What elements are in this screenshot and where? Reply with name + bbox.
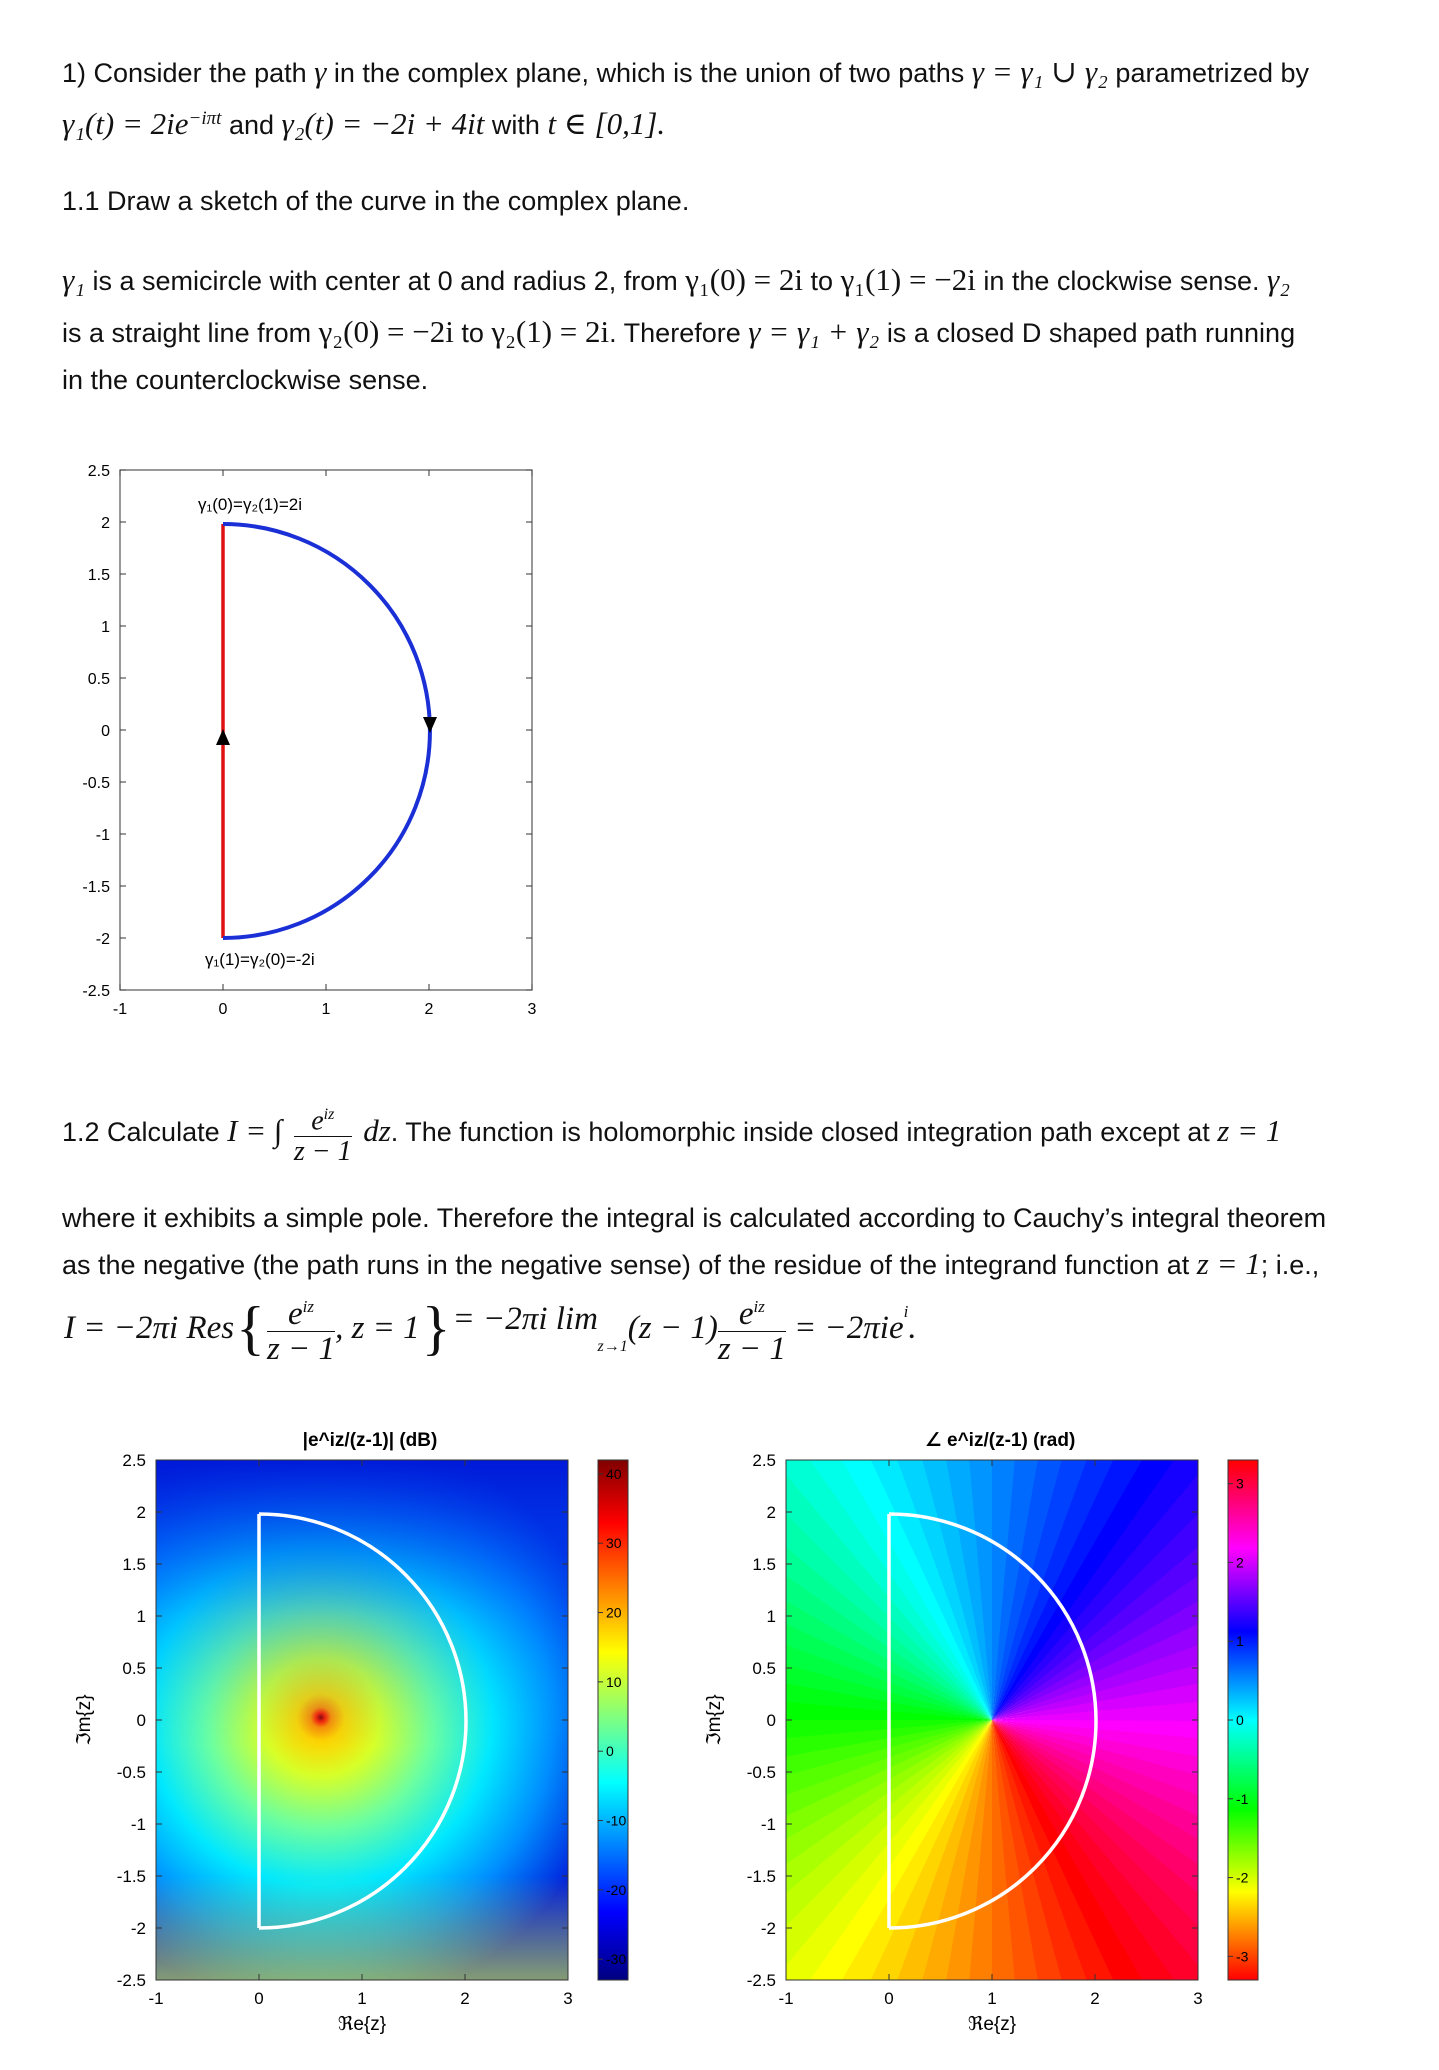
eq-num: e (288, 1296, 303, 1332)
eq-result: = −2πie (793, 1309, 904, 1346)
sketch-ytick-label: 2 (101, 515, 110, 532)
phase-ytick-label: 0 (766, 1711, 776, 1730)
phase-ytick-label: -1 (760, 1815, 776, 1834)
mag-xlabel: ℜe{z} (337, 2014, 387, 2035)
p3-text-c: ; i.e., (1260, 1249, 1320, 1280)
sketch-ytick-label: -1 (95, 827, 110, 844)
mag-cbar-label: 40 (606, 1465, 622, 1482)
p2-text-c: is a straight line from (62, 318, 312, 349)
p1-gamma2-def: γ₂(t) = −2i + 4it (281, 106, 485, 141)
phase-cbar-label: 3 (1236, 1475, 1244, 1492)
eq-lim: = −2πi lim (452, 1300, 598, 1337)
p12-text-a: 1.2 Calculate (62, 1116, 220, 1147)
sketch-xtick-label: 2 (424, 1001, 434, 1018)
eq-brace-left: { (236, 1295, 265, 1361)
mag-cbar-label: -30 (606, 1951, 627, 1968)
eq-z-minus-1: (z − 1) (627, 1309, 718, 1346)
eq-dot: . (908, 1309, 917, 1346)
p1-gamma1-exp: −iπt (188, 108, 222, 129)
sketch-ytick-label: -2 (95, 931, 110, 948)
p12-text-b: . The function is holomorphic inside closed integration path except at (390, 1116, 1210, 1147)
sketch-ytick-label: -1.5 (82, 879, 110, 896)
p2-math-2: γ₁(1) = −2i (840, 262, 976, 297)
sketch-ytick-label: 1 (101, 619, 110, 636)
answer-1-1 (62, 254, 1402, 404)
sketch-ytick-label: 1.5 (87, 567, 110, 584)
eq-lhs: I = −2πi Res (64, 1309, 235, 1346)
phase-cbar-label: 0 (1236, 1712, 1244, 1728)
phase-xtick-label: 1 (987, 1989, 997, 2008)
eq-lim-sub: z→1 (597, 1337, 628, 1355)
mag-xtick-label: 0 (254, 1989, 264, 2008)
sketch-xtick-label: 1 (321, 1001, 331, 1018)
p2-text-e: is a closed D shaped path running (886, 318, 1296, 349)
phase-xtick-label: 3 (1193, 1989, 1203, 2008)
mag-xtick-label: 3 (563, 1989, 573, 2008)
p2-gamma1: γ₁ (62, 262, 85, 297)
sketch-xtick-label: 3 (527, 1001, 537, 1018)
phase-ytick-label: 1.5 (752, 1555, 776, 1574)
p3-text-a: where it exhibits a simple pole. Therefore the integral is calculated according to Cauchy’s integral theorem (62, 1203, 1327, 1233)
p3-z1: z = 1 (1196, 1245, 1261, 1281)
p1-union: γ = γ₁ ∪ γ₂ (971, 54, 1108, 89)
mag-plot-title: |e^iz/(z-1)| (dB) (302, 1430, 438, 1451)
phase-ytick-label: -0.5 (746, 1763, 776, 1782)
p2-text-b: in the clockwise sense. (983, 266, 1260, 296)
mag-ytick-label: 1.5 (122, 1555, 146, 1574)
p1-t-range: t ∈ [0,1]. (547, 106, 666, 141)
phase-cbar-label: -3 (1236, 1948, 1249, 1965)
mag-ytick-label: -0.5 (116, 1763, 146, 1782)
p2-math-4: γ₂(1) = 2i (491, 314, 610, 350)
phase-cbar-label: 2 (1236, 1554, 1244, 1571)
p1-gamma1-def: γ₁(t) = 2ie (62, 106, 189, 141)
mag-cbar-label: -20 (606, 1881, 627, 1898)
eq-den-2: z − 1 (717, 1331, 786, 1367)
phase-ylabel: ℑm{z} (704, 1694, 725, 1746)
phase-ytick-label: 2.5 (752, 1451, 776, 1470)
eq-num-2: e (738, 1296, 754, 1332)
eq-den: z − 1 (266, 1331, 336, 1367)
mag-xtick-label: -1 (148, 1989, 164, 2008)
p1-with: with (491, 110, 540, 140)
p2-to: to (810, 266, 834, 296)
phase-ytick-label: 0.5 (752, 1659, 776, 1678)
label-bottom-point: γ₁(1)=γ₂(0)=-2i (205, 950, 315, 969)
p2-math-1: γ₁(0) = 2i (685, 262, 804, 297)
d-path-sketch (0, 455, 560, 1045)
phase-cbar-label: 1 (1236, 1633, 1244, 1650)
p2-text-f: in the counterclockwise sense. (62, 365, 429, 396)
p2-math-5: γ = γ₁ + γ₂ (748, 314, 880, 350)
p2-text-d: . Therefore (609, 318, 741, 349)
gamma1-arrow (423, 717, 437, 733)
answer-1-2 (62, 1198, 1402, 1288)
sketch-ytick-label: 0.5 (87, 671, 110, 688)
phase-ytick-label: 1 (766, 1607, 776, 1626)
label-top-point: γ₁(0)=γ₂(1)=2i (198, 495, 302, 514)
p12-dz: dz (363, 1112, 391, 1148)
question-1-2 (62, 1100, 1402, 1167)
p12-den: z − 1 (293, 1136, 352, 1168)
p1-text-c: parametrized by (1115, 58, 1310, 88)
problem-statement (62, 52, 1402, 92)
question-1-1: 1.1 Draw a sketch of the curve in the complex plane. (62, 186, 690, 216)
eq-num-exp: iz (302, 1297, 314, 1316)
phase-xtick-label: -1 (778, 1989, 794, 2008)
p12-num: e (311, 1105, 324, 1137)
sketch-ytick-label: 0 (101, 723, 110, 740)
p1-text-a: 1) Consider the path (62, 58, 307, 88)
residue-equation (64, 1290, 917, 1366)
sketch-ytick-label: -2.5 (82, 983, 110, 1000)
mag-ytick-label: 0.5 (122, 1659, 146, 1678)
phase-xtick-label: 0 (884, 1989, 894, 2008)
p12-fraction (294, 1100, 352, 1167)
phase-ytick-label: -1.5 (746, 1867, 776, 1886)
mag-xtick-label: 2 (460, 1989, 470, 2008)
eq-num-exp-2: iz (753, 1297, 765, 1316)
p12-num-exp: iz (323, 1106, 335, 1123)
mag-ytick-label: 2 (136, 1503, 146, 1522)
gamma1-semicircle (223, 524, 430, 938)
eq-fraction (267, 1290, 335, 1366)
mag-ytick-label: -1 (130, 1815, 146, 1834)
eq-lim-group (453, 1301, 628, 1356)
p1-and: and (228, 110, 275, 140)
eq-result-exp: i (903, 1302, 909, 1321)
phase-xlabel: ℜe{z} (967, 2014, 1017, 2035)
mag-cbar-label: -10 (606, 1812, 627, 1829)
sketch-ytick-label: -0.5 (82, 775, 110, 792)
phase-ytick-label: -2 (760, 1919, 776, 1938)
eq-z-eq-1: , z = 1 (335, 1309, 420, 1346)
phase-plot (690, 1420, 1330, 2040)
phase-ytick-label: -2.5 (746, 1971, 776, 1990)
p12-integral: I = ∫ (227, 1112, 283, 1148)
mag-xtick-label: 1 (357, 1989, 367, 2008)
mag-cbar-label: 30 (606, 1535, 622, 1552)
sketch-ytick-label: 2.5 (87, 463, 110, 480)
mag-ylabel: ℑm{z} (74, 1694, 95, 1746)
p2-to2: to (461, 318, 484, 349)
phase-cbar-label: -2 (1236, 1869, 1249, 1886)
phase-xtick-label: 2 (1090, 1989, 1100, 2008)
magnitude-plot (60, 1420, 700, 2040)
phase-plot-title: ∠ e^iz/(z-1) (rad) (924, 1430, 1076, 1451)
p2-text-a: is a semicircle with center at 0 and radius 2, from (92, 266, 678, 296)
mag-ytick-label: 0 (136, 1711, 146, 1730)
p2-math-3: γ₂(0) = −2i (318, 314, 454, 350)
mag-ytick-label: -1.5 (116, 1867, 146, 1886)
mag-ytick-label: -2 (130, 1919, 146, 1938)
eq-fraction-2 (718, 1290, 786, 1366)
p12-z1: z = 1 (1217, 1112, 1282, 1148)
gamma2-arrow (216, 729, 230, 745)
sketch-xtick-label: 0 (218, 1001, 228, 1018)
sketch-xtick-label: -1 (112, 1001, 128, 1018)
p1-gamma: γ (314, 54, 327, 89)
mag-ytick-label: -2.5 (116, 1971, 146, 1990)
mag-ytick-label: 1 (136, 1607, 146, 1626)
phase-cbar-label: -1 (1236, 1790, 1249, 1807)
phase-ytick-label: 2 (766, 1503, 776, 1522)
problem-statement-line2 (62, 104, 1402, 144)
mag-cbar-label: 20 (606, 1604, 622, 1621)
mag-cbar-label: 10 (606, 1673, 622, 1690)
p1-text-b: in the complex plane, which is the union of two paths (333, 58, 965, 88)
mag-ytick-label: 2.5 (122, 1451, 146, 1470)
eq-brace-right: } (421, 1295, 451, 1361)
p3-text-b: as the negative (the path runs in the negative sense) of the residue of the integrand function at (62, 1249, 1190, 1280)
p2-gamma2: γ₂ (1266, 262, 1290, 297)
mag-cbar-label: 0 (606, 1743, 614, 1760)
